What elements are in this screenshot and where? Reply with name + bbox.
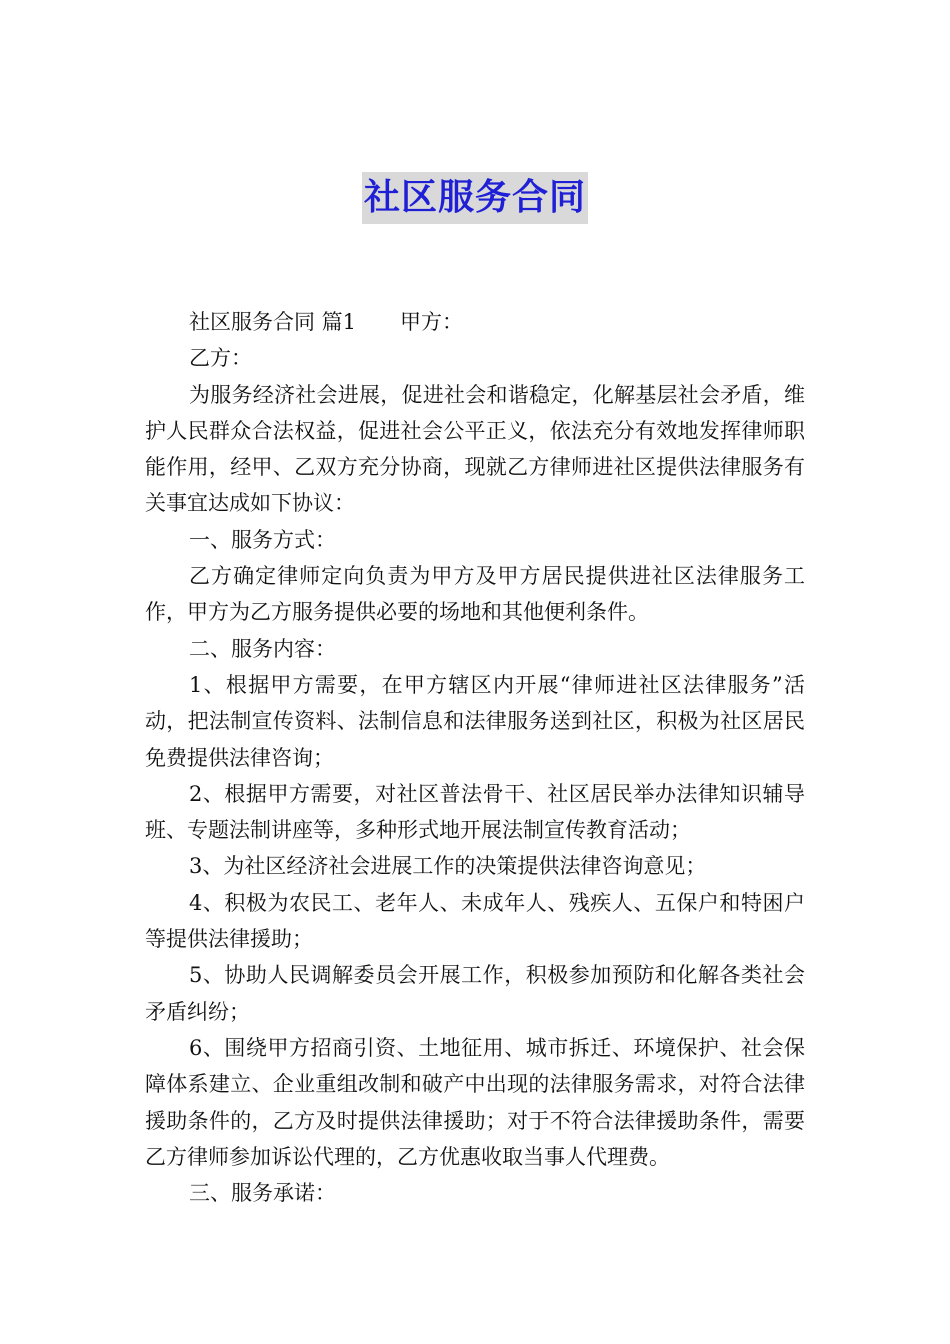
part-label: 社区服务合同 篇1 — [189, 310, 357, 334]
paragraph-preamble: 为服务经济社会进展，促进社会和谐稳定，化解基层社会矛盾，维护人民群众合法权益，促进社会公平正义，依法充分有效地发挥律师职能作用，经甲、乙双方充分协商，现就乙方律师进社区提供法律服务有关事宜达成如下协议： — [145, 382, 805, 516]
list-item-6: 6、围绕甲方招商引资、土地征用、城市拆迁、环境保护、社会保障体系建立、企业重组改制和破产中出现的法律服务需求，对符合法律援助条件的，乙方及时提供法律援助；对于不符合法律援助条件，需要乙方律师参加诉讼代理的，乙方优惠收取当事人代理费。 — [145, 1035, 805, 1169]
document-title: 社区服务合同 — [362, 172, 588, 224]
list-item-2: 2、根据甲方需要，对社区普法骨干、社区居民举办法律知识辅导班、专题法制讲座等，多种形式地开展法制宣传教育活动； — [145, 781, 805, 843]
list-item-4: 4、积极为农民工、老年人、未成年人、残疾人、五保户和特困户等提供法律援助； — [145, 890, 805, 952]
paragraph-service-method: 乙方确定律师定向负责为甲方及甲方居民提供进社区法律服务工作，甲方为乙方服务提供必要的场地和其他便利条件。 — [145, 564, 805, 625]
paragraph-party-b: 乙方： — [189, 346, 252, 371]
list-item-1: 1、根据甲方需要，在甲方辖区内开展“律师进社区法律服务”活动，把法制宣传资料、法制信息和法律服务送到社区，积极为社区居民免费提供法律咨询； — [145, 672, 805, 770]
heading-line — [145, 304, 805, 340]
section-heading-3: 三、服务承诺： — [189, 1181, 336, 1206]
party-a-label: 甲方： — [400, 310, 464, 334]
section-heading-1: 一、服务方式： — [189, 527, 336, 552]
title-block — [0, 172, 950, 224]
list-item-3: 3、为社区经济社会进展工作的决策提供法律咨询意见； — [189, 854, 707, 879]
section-heading-2: 二、服务内容： — [189, 636, 336, 661]
document-body — [145, 304, 805, 1211]
list-item-5: 5、协助人民调解委员会开展工作，积极参加预防和化解各类社会矛盾纠纷； — [145, 963, 805, 1024]
